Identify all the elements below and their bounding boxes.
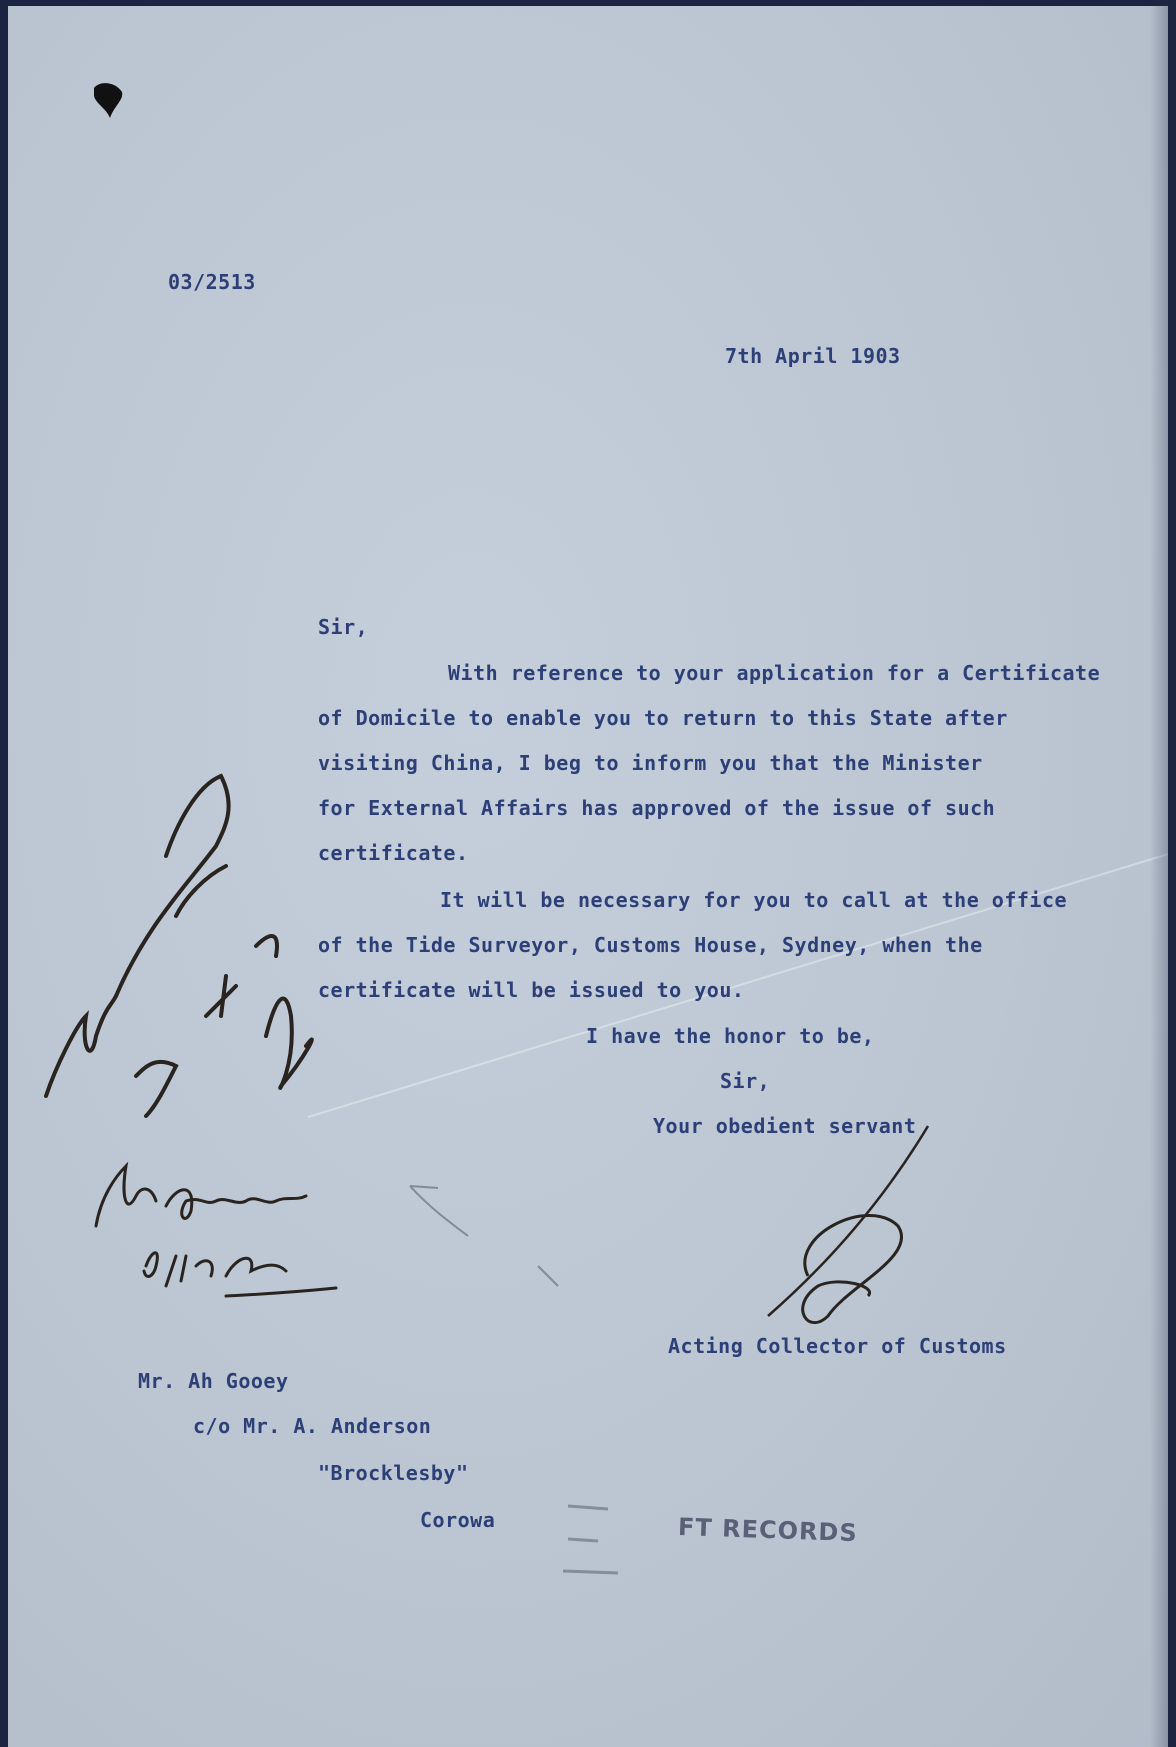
signature-mark bbox=[748, 1116, 948, 1326]
ink-blot-mark bbox=[88, 78, 128, 128]
addressee-name: Mr. Ah Gooey bbox=[138, 1369, 289, 1393]
paragraph-2-line: of the Tide Surveyor, Customs House, Sydney, when the bbox=[318, 933, 983, 957]
faint-pencil-marks bbox=[408, 1176, 568, 1296]
letter-date: 7th April 1903 bbox=[725, 344, 901, 368]
closing-line: I have the honor to be, bbox=[586, 1024, 875, 1048]
paragraph-2-line: certificate will be issued to you. bbox=[318, 978, 745, 1002]
signatory-title: Acting Collector of Customs bbox=[668, 1334, 1007, 1358]
letter-page bbox=[8, 6, 1168, 1747]
handwritten-note bbox=[86, 1156, 346, 1306]
paragraph-2-line: It will be necessary for you to call at the office bbox=[440, 888, 1068, 912]
addressee-care-of: c/o Mr. A. Anderson bbox=[193, 1414, 432, 1438]
smudge-marks bbox=[558, 1501, 628, 1581]
paragraph-1-line: of Domicile to enable you to return to this State after bbox=[318, 706, 1008, 730]
addressee-property: "Brocklesby" bbox=[318, 1461, 469, 1485]
records-stamp: FT RECORDS bbox=[677, 1512, 859, 1548]
addressee-town: Corowa bbox=[420, 1508, 496, 1532]
handwritten-margin-note bbox=[36, 766, 326, 1126]
salutation: Sir, bbox=[318, 615, 369, 639]
closing-line: Sir, bbox=[720, 1069, 771, 1093]
paragraph-1-line: visiting China, I beg to inform you that the Minister bbox=[318, 751, 983, 775]
paragraph-1-line: With reference to your application for a Certificate bbox=[448, 661, 1101, 685]
file-reference: 03/2513 bbox=[168, 270, 256, 294]
paragraph-1-line: certificate. bbox=[318, 841, 469, 865]
closing-line: Your obedient servant bbox=[653, 1114, 917, 1138]
paragraph-1-line: for External Affairs has approved of the issue of such bbox=[318, 796, 996, 820]
